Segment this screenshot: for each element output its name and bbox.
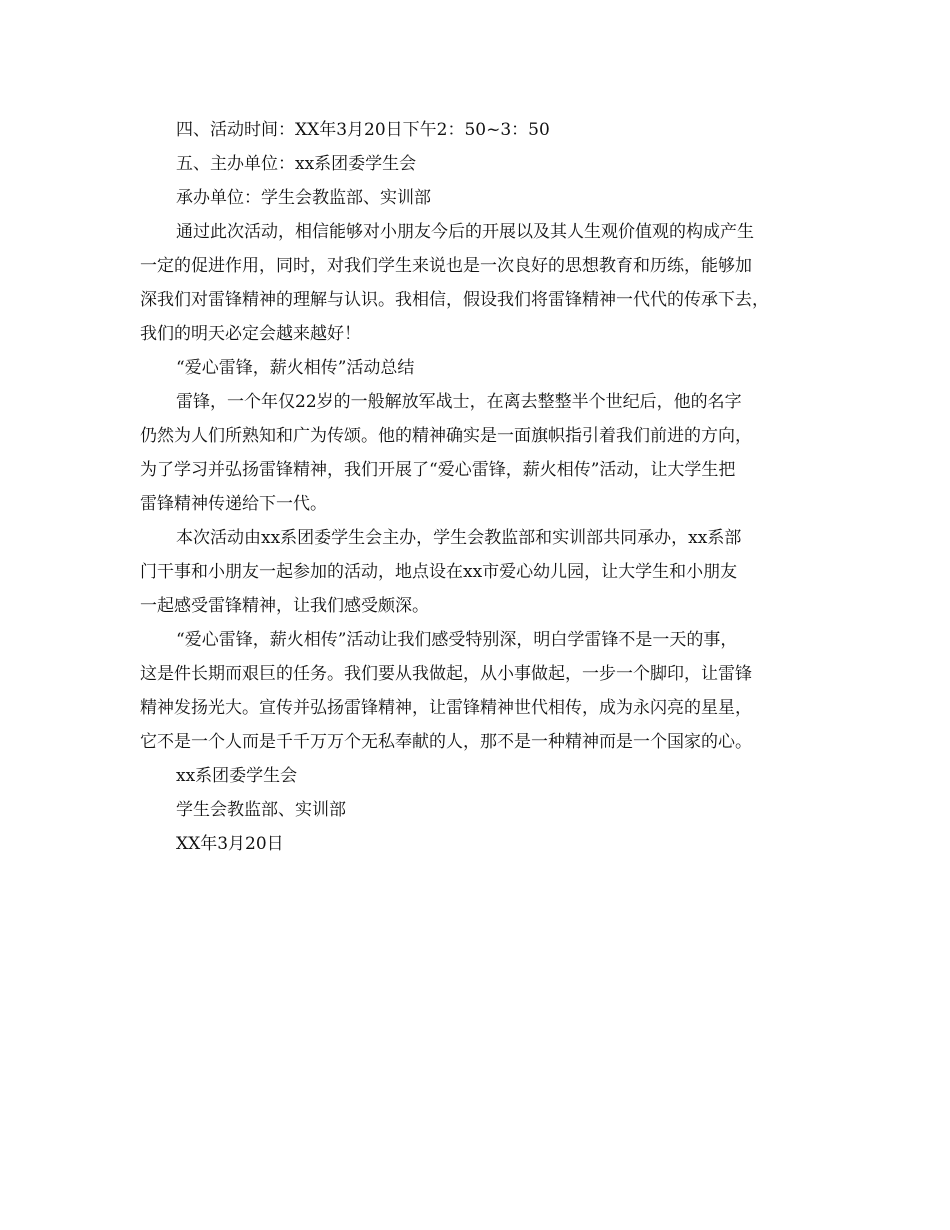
paragraph-line: 一起感受雷锋精神，让我们感受颇深。 — [140, 596, 429, 616]
signature-department: 学生会教监部、实训部 — [176, 800, 346, 820]
activity-time-line: 四、活动时间：XX年3月20日下午2：50~3：50 — [176, 120, 550, 140]
paragraph-line: 通过此次活动，相信能够对小朋友今后的开展以及其人生观价值观的构成产生 — [176, 222, 754, 242]
paragraph-line: 仍然为人们所熟知和广为传颂。他的精神确实是一面旗帜指引着我们前进的方向， — [140, 426, 752, 446]
paragraph-line: 雷锋，一个年仅22岁的一般解放军战士，在离去整整半个世纪后，他的名字 — [176, 392, 742, 412]
document-body — [140, 113, 830, 861]
organizer-line: 五、主办单位：xx系团委学生会 — [176, 154, 417, 174]
paragraph-line: 精神发扬光大。宣传并弘扬雷锋精神，让雷锋精神世代相传，成为永闪亮的星星， — [140, 698, 752, 718]
paragraph-line: 雷锋精神传递给下一代。 — [140, 494, 327, 514]
paragraph-line: 门干事和小朋友一起参加的活动，地点设在xx市爱心幼儿园，让大学生和小朋友 — [140, 562, 738, 582]
paragraph-line: 我们的明天必定会越来越好！ — [140, 324, 361, 344]
paragraph-line: “爱心雷锋，薪火相传”活动让我们感受特别深，明白学雷锋不是一天的事， — [176, 630, 738, 650]
signature-date: XX年3月20日 — [176, 834, 284, 854]
paragraph-line: 一定的促进作用，同时，对我们学生来说也是一次良好的思想教育和历练，能够加 — [140, 256, 752, 276]
co-organizer-line: 承办单位：学生会教监部、实训部 — [176, 188, 431, 208]
paragraph-line: 本次活动由xx系团委学生会主办，学生会教监部和实训部共同承办，xx系部 — [176, 528, 742, 548]
paragraph-line: 为了学习并弘扬雷锋精神，我们开展了“爱心雷锋，薪火相传”活动，让大学生把 — [140, 460, 736, 480]
paragraph-line: 它不是一个人而是千千万万个无私奉献的人，那不是一种精神而是一个国家的心。 — [140, 732, 752, 752]
summary-heading: “爱心雷锋，薪火相传”活动总结 — [176, 358, 415, 378]
signature-organizer: xx系团委学生会 — [176, 766, 298, 786]
paragraph-line: 深我们对雷锋精神的理解与认识。我相信，假设我们将雷锋精神一代代的传承下去， — [140, 290, 769, 310]
paragraph-line: 这是件长期而艰巨的任务。我们要从我做起，从小事做起，一步一个脚印，让雷锋 — [140, 664, 752, 684]
